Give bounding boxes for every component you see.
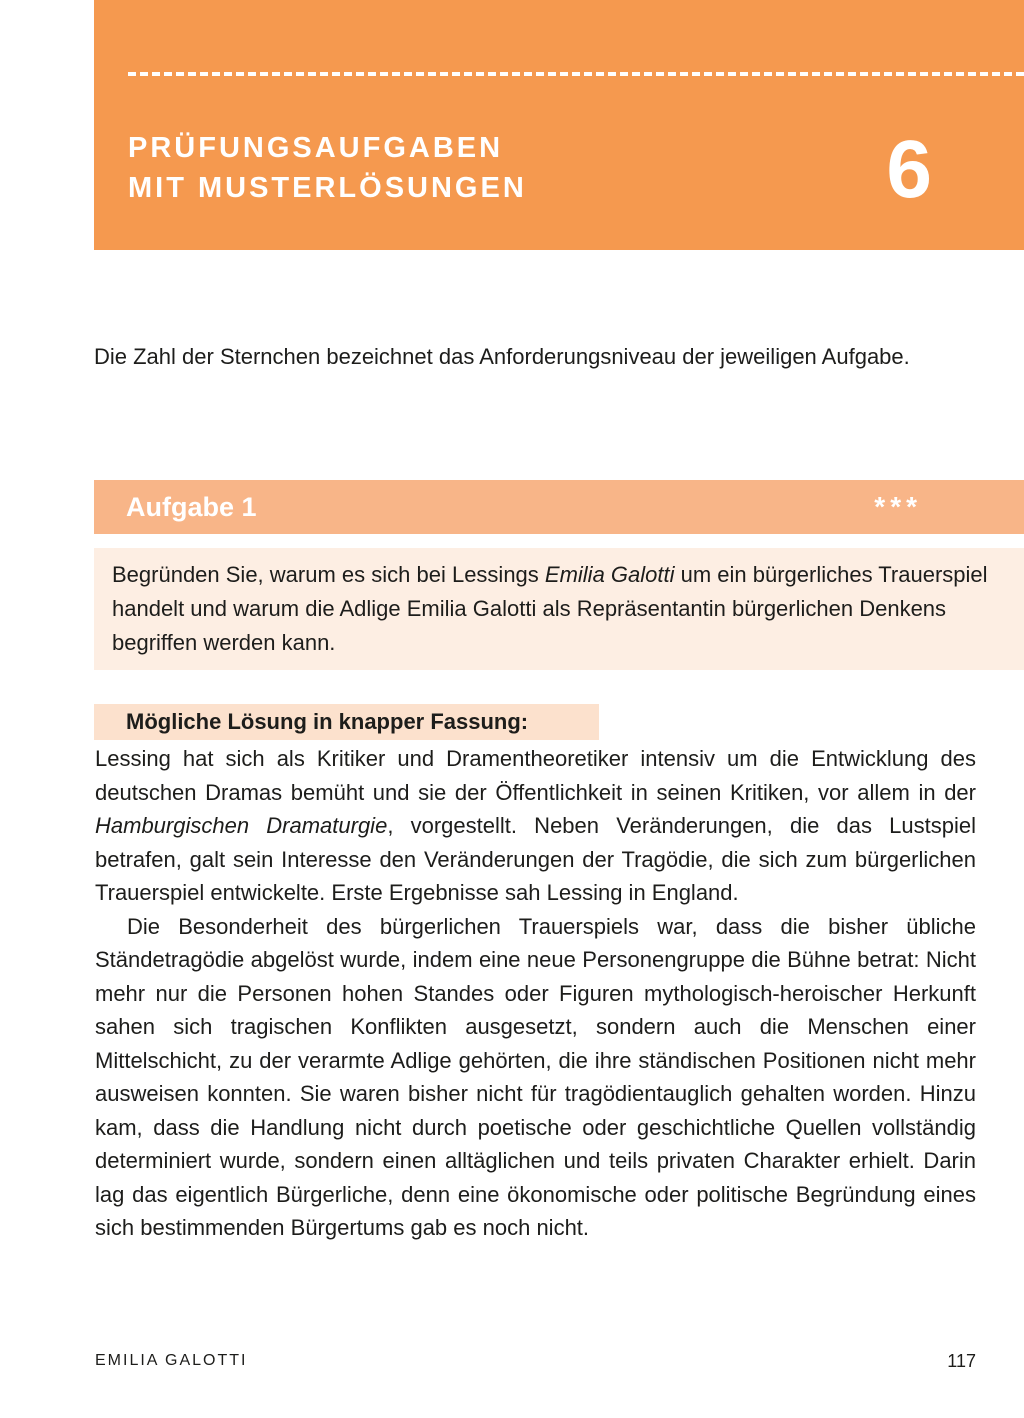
running-footer-title: EMILIA GALOTTI xyxy=(95,1352,248,1369)
solution-p1-part-2: , vorgestellt. Neben Veränderungen, die das Lustspiel betrafen, galt sein Interesse den Veränderungen der Tragödie, die sich zum bürgerlichen Trauerspiel entwickelte. Erste Ergebnisse sah Lessing in England. xyxy=(95,813,976,905)
task-text-part-2: um ein bürgerliches Trauerspiel handelt und warum die Adlige Emilia Galotti als Repräsentantin bürgerlichen Denkens begriffen werden kann. xyxy=(112,562,988,655)
solution-p1-part-1: Lessing hat sich als Kritiker und Dramentheoretiker intensiv um die Entwicklung des deutschen Dramas bemüht und sie der Öffentlichkeit in seinen Kritiken, vor allem in der xyxy=(95,746,976,805)
difficulty-stars: *** xyxy=(874,491,922,522)
dashed-divider xyxy=(128,72,1024,76)
solution-text xyxy=(95,742,976,1245)
page-number: 117 xyxy=(947,1351,976,1371)
task-text-work-title: Emilia Galotti xyxy=(544,562,675,587)
solution-paragraph-1 xyxy=(95,742,976,910)
task-text-part-1: Begründen Sie, warum es sich bei Lessings xyxy=(112,562,545,587)
solution-label: Mögliche Lösung in knapper Fassung: xyxy=(94,704,599,740)
chapter-number: 6 xyxy=(886,124,932,215)
task-box xyxy=(94,548,1024,670)
intro-text: Die Zahl der Sternchen bezeichnet das Anforderungsniveau der jeweiligen Aufgabe. xyxy=(94,344,910,369)
task-title: Aufgabe 1 xyxy=(126,492,257,522)
solution-p1-work-title: Hamburgischen Dramaturgie xyxy=(95,813,388,838)
task-text xyxy=(112,558,992,660)
task-header xyxy=(94,480,1024,534)
chapter-title xyxy=(128,128,527,208)
chapter-banner xyxy=(94,0,1024,250)
chapter-title-line-2: MIT MUSTERLÖSUNGEN xyxy=(128,172,527,204)
solution-paragraph-2: Die Besonderheit des bürgerlichen Trauerspiels war, dass die bisher übliche Ständetragödie abgelöst wurde, indem eine neue Personengruppe die Bühne betrat: Nicht mehr nur die Personen hohen Standes oder Figuren mythologisch-heroischer Herkunft sahen sich tragischen Konflikten ausgesetzt, sondern auch die Menschen einer Mittelschicht, zu der verarmte Adlige gehörten, die ihre ständischen Positionen nicht mehr ausweisen konnten. Sie waren bisher nicht für tragödientauglich gehalten worden. Hinzu kam, dass die Handlung nicht durch poetische oder geschichtliche Quellen vollständig determiniert wurde, sondern einen alltäglichen und teils privaten Charakter erhielt. Darin lag das eigentlich Bürgerliche, denn eine ökonomische oder politische Begründung eines sich bestimmenden Bürgertums gab es noch nicht. xyxy=(95,913,976,1240)
chapter-title-line-1: PRÜFUNGSAUFGABEN xyxy=(128,132,504,164)
